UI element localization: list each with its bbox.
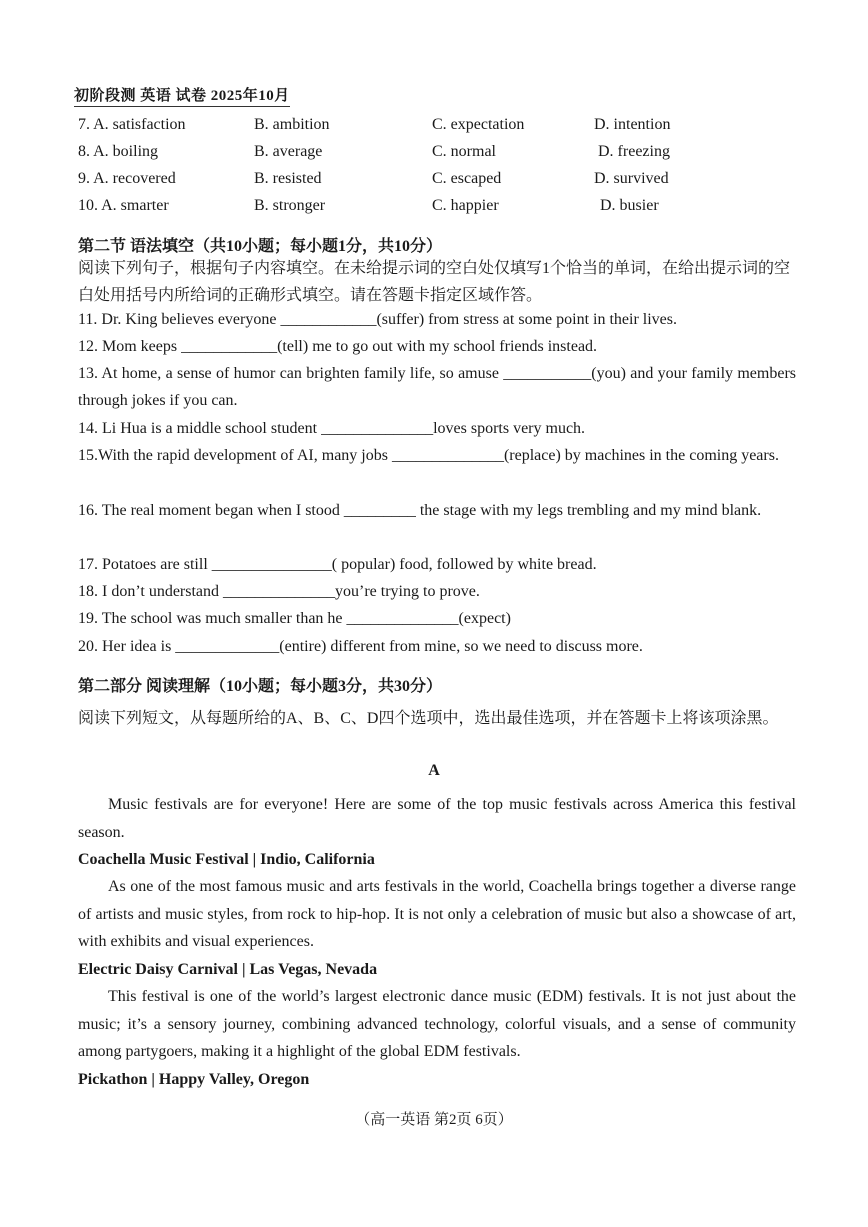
- option-c: C. normal: [432, 143, 496, 160]
- option-a: 7. A. satisfaction: [78, 116, 186, 133]
- question-12: 12. Mom keeps ____________(tell) me to go out with my school friends instead.: [78, 338, 598, 355]
- question-15: 15.With the rapid development of AI, many jobs ______________(replace) by machines in the coming years.: [78, 447, 779, 464]
- option-a: 10. A. smarter: [78, 197, 169, 214]
- option-a: 9. A. recovered: [78, 170, 176, 187]
- option-b: B. average: [254, 143, 323, 160]
- part-title-reading: 第二部分 阅读理解（10小题；每小题3分，共30分）: [78, 678, 443, 695]
- option-b: B. ambition: [254, 116, 330, 133]
- option-d: D. freezing: [598, 143, 670, 160]
- section-instruction-grammar: 阅读下列句子，根据句子内容填空。在未给提示词的空白处仅填写1个恰当的单词，在给出提示词的空白处用括号内所给词的正确形式填空。请在答题卡指定区域作答。: [78, 260, 791, 304]
- festival-description: As one of the most famous music and arts festivals in the world, Coachella brings together a diverse range of artists and music styles, from rock to hip-hop. It is not only a celebration of music but also a showcase of art, with exhibits and visual experiences.: [78, 878, 796, 950]
- festival-heading: Electric Daisy Carnival | Las Vegas, Nevada: [78, 961, 378, 978]
- option-d: D. survived: [594, 170, 669, 187]
- option-d: D. busier: [600, 197, 659, 214]
- option-b: B. stronger: [254, 197, 326, 214]
- option-b: B. resisted: [254, 170, 322, 187]
- festival-heading: Pickathon | Happy Valley, Oregon: [78, 1071, 310, 1088]
- question-20: 20. Her idea is _____________(entire) different from mine, so we need to discuss more.: [78, 638, 643, 655]
- question-17: 17. Potatoes are still _______________( popular) food, followed by white bread.: [78, 556, 597, 573]
- option-c: C. escaped: [432, 170, 502, 187]
- festival-heading: Coachella Music Festival | Indio, California: [78, 851, 375, 868]
- question-13: 13. At home, a sense of humor can brighten family life, so amuse ___________(you) and your family members through jokes if you can.: [78, 365, 796, 409]
- question-19: 19. The school was much smaller than he ______________(expect): [78, 610, 511, 627]
- option-d: D. intention: [594, 116, 671, 133]
- option-c: C. happier: [432, 197, 499, 214]
- section-title-grammar: 第二节 语法填空（共10小题；每小题1分，共10分）: [78, 238, 443, 255]
- page-header: 初阶段测 英语 试卷 2025年10月: [74, 84, 290, 107]
- question-14: 14. Li Hua is a middle school student ______________loves sports very much.: [78, 420, 586, 437]
- passage-intro: Music festivals are for everyone! Here are some of the top music festivals across America this festival season.: [78, 796, 796, 841]
- option-a: 8. A. boiling: [78, 143, 159, 160]
- option-c: C. expectation: [432, 116, 525, 133]
- page-footer: （高一英语 第2页 6页）: [355, 1112, 513, 1128]
- festival-description: This festival is one of the world’s largest electronic dance music (EDM) festivals. It is not just about the music; it’s a sensory journey, combining advanced technology, colorful visuals, and a sense of community among partygoers, making it a highlight of the global EDM festivals.: [78, 988, 796, 1060]
- question-16: 16. The real moment began when I stood _________ the stage with my legs trembling and my mind blank.: [78, 502, 762, 519]
- passage-label: A: [428, 762, 440, 779]
- question-11: 11. Dr. King believes everyone ____________(suffer) from stress at some point in their lives.: [78, 311, 677, 328]
- question-18: 18. I don’t understand ______________you’re trying to prove.: [78, 583, 480, 600]
- part-instruction-reading: 阅读下列短文，从每题所给的A、B、C、D四个选项中，选出最佳选项，并在答题卡上将该项涂黑。: [78, 710, 779, 727]
